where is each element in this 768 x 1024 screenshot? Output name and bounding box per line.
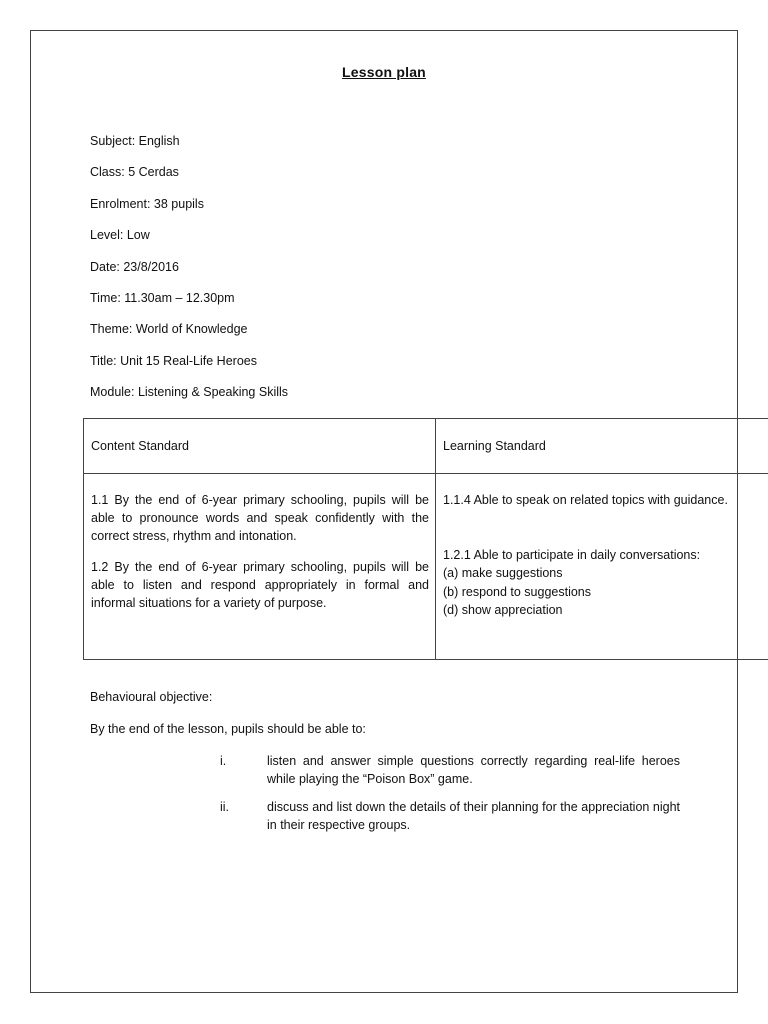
list-item	[220, 752, 680, 788]
objective-intro: By the end of the lesson, pupils should be able to:	[90, 722, 366, 736]
date-field: Date: 23/8/2016	[90, 259, 179, 274]
list-item-text: listen and answer simple questions correctly regarding real-life heroes while playing the “Poison Box” game.	[267, 754, 680, 786]
table-row	[84, 474, 768, 660]
standards-table	[83, 418, 768, 660]
content-standard-1-1: 1.1 By the end of 6-year primary schooling, pupils will be able to pronounce words and speak confidently with the correct stress, rhythm and intonation.	[91, 493, 429, 543]
learning-standard-1-2-1: 1.2.1 Able to participate in daily conversations:	[443, 547, 701, 562]
level-field: Level: Low	[90, 228, 150, 243]
subject-field: Subject: English	[90, 134, 180, 148]
learning-standard-header: Learning Standard	[436, 419, 768, 474]
list-item: (d) show appreciation	[443, 603, 563, 617]
class-field: Class: 5 Cerdas	[90, 165, 179, 180]
content-standard-cell	[84, 474, 436, 660]
list-item	[220, 798, 680, 834]
behavioural-objective	[90, 689, 710, 737]
module-field: Module: Listening & Speaking Skills	[90, 385, 289, 400]
list-item: (b) respond to suggestions	[443, 584, 592, 599]
list-item: (a) make suggestions	[443, 566, 563, 580]
table-header-row	[84, 419, 768, 474]
learning-standard-1-1-4: 1.1.4 Able to speak on related topics with guidance.	[443, 493, 728, 507]
objective-heading: Behavioural objective:	[90, 690, 213, 704]
time-field: Time: 11.30am – 12.30pm	[90, 290, 235, 305]
learning-standard-cell	[436, 474, 768, 660]
list-item-number: ii.	[220, 800, 230, 814]
content-standard-header: Content Standard	[84, 419, 436, 474]
theme-field: Theme: World of Knowledge	[90, 322, 248, 337]
content-standard-1-2: 1.2 By the end of 6-year primary schooling, pupils will be able to listen and respond appropriately in formal and informal situations for a variety of purpose.	[91, 560, 429, 610]
lesson-details	[90, 133, 288, 416]
list-item-number: i.	[220, 754, 227, 768]
document-title: Lesson plan	[342, 64, 426, 80]
list-item-text: discuss and list down the details of their planning for the appreciation night in their respective groups.	[267, 800, 680, 832]
enrolment-field: Enrolment: 38 pupils	[90, 196, 204, 211]
objective-list	[220, 752, 680, 834]
title-field: Title: Unit 15 Real-Life Heroes	[90, 353, 257, 368]
